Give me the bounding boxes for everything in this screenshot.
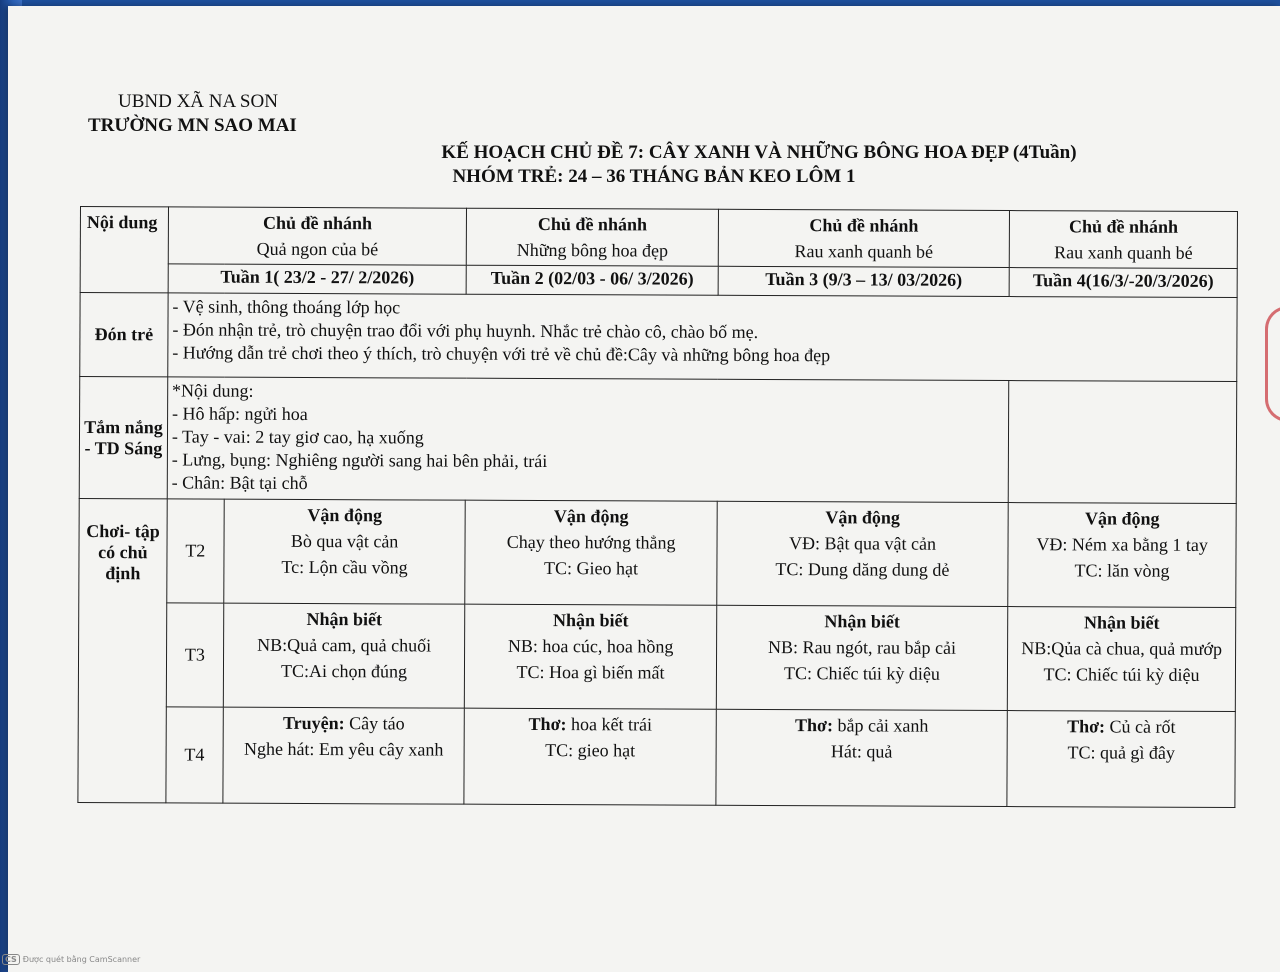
list-item: - Lưng, bụng: Nghiêng người sang hai bên phải, trái (171, 449, 548, 472)
plan-table (77, 206, 1238, 808)
header-org-block (88, 90, 297, 138)
activity-line: TC: Dung dăng dung dẻ (775, 559, 950, 580)
day-t4: T4 (166, 707, 223, 803)
activity-head: Nhận biết (1083, 612, 1160, 633)
activity-cell (224, 499, 466, 604)
activity-head: Vận động (1084, 508, 1160, 529)
activity-line: TC: gieo hạt (545, 740, 636, 761)
t2-row (79, 498, 1236, 607)
activity-line: Bò qua vật cản (290, 530, 399, 552)
activity-cell (717, 501, 1009, 606)
list-item: - Hô hấp: ngửi hoa (171, 403, 308, 424)
list-item: - Hướng dẫn trẻ chơi theo ý thích, trò chuyện với trẻ về chủ đề:Cây và những bông hoa đẹp (172, 342, 831, 366)
week-3: Tuần 3 (9/3 – 13/ 03/2026) (718, 266, 1010, 296)
tam-nang-label: Tắm nắng - TD Sáng (79, 377, 167, 499)
plan-title: KẾ HOẠCH CHỦ ĐỀ 7: CÂY XANH VÀ NHỮNG BÔNG HOA ĐẸP (4Tuần) (441, 142, 1077, 163)
tam-nang-content (167, 377, 1009, 503)
activity-head: Vận động (553, 506, 629, 527)
don-tre-content (168, 293, 1237, 382)
activity-line: TC:Ai chọn đúng (280, 660, 408, 682)
camscanner-text: Được quét bằng CamScanner (22, 955, 141, 964)
activity-head: Vận động (825, 507, 900, 528)
activity-cell (223, 603, 465, 708)
day-t3: T3 (166, 603, 223, 707)
list-item: - Tay - vai: 2 tay giơ cao, hạ xuống (171, 426, 424, 448)
don-tre-row (80, 293, 1237, 382)
activity-head: Nhận biết (552, 610, 629, 631)
theme-heading: Chủ đề nhánh (262, 212, 373, 234)
activity-line: NB: Rau ngót, rau bắp cải (768, 637, 957, 658)
t3-row (78, 602, 1235, 711)
activity-line: Cây táo (344, 713, 405, 734)
activity-line: Nghe hát: Em yêu cây xanh (243, 738, 444, 760)
t4-row (78, 706, 1235, 807)
theme-name: Rau xanh quanh bé (794, 241, 934, 262)
activity-head: Nhận biết (824, 611, 900, 632)
activity-line: VĐ: Bật qua vật cản (789, 533, 937, 554)
activity-head: Thơ: (1067, 716, 1106, 737)
activity-line: TC: Hoa gì biến mất (516, 661, 665, 683)
theme-name: Rau xanh quanh bé (1054, 242, 1193, 263)
tam-nang-empty (1008, 381, 1236, 504)
activity-line: NB: hoa cúc, hoa hồng (507, 635, 674, 657)
camscanner-logo: CS (2, 954, 20, 965)
activity-line: TC: quả gì đây (1067, 742, 1175, 763)
table-header-row (80, 207, 1237, 269)
activity-cell (1007, 607, 1235, 712)
red-stamp-edge (1265, 306, 1280, 422)
activity-line: Hát: quả (830, 741, 893, 762)
activity-head: Truyện: (282, 712, 345, 734)
activity-cell (1007, 711, 1235, 808)
activity-cell (465, 500, 717, 605)
list-item: - Đón nhận trẻ, trò chuyện trao đổi với phụ huynh. Nhắc trẻ chào cô, chào bố mẹ. (172, 319, 759, 342)
day-t2: T2 (167, 499, 224, 603)
activity-line: NB:Quả cam, quả chuối (257, 634, 432, 656)
activity-line: Củ cà rốt (1105, 716, 1176, 737)
camscanner-footer (2, 954, 140, 965)
activity-line: NB:Qủa cà chua, quả mướp (1021, 638, 1223, 659)
school-name: TRƯỜNG MN SAO MAI (88, 115, 297, 136)
theme-header-3 (718, 209, 1010, 267)
theme-header-4 (1009, 211, 1237, 269)
theme-header-1 (168, 207, 467, 265)
org-name: UBND XÃ NA SON (118, 91, 278, 112)
theme-heading: Chủ đề nhánh (537, 213, 648, 235)
choi-tap-label: Chơi- tập có chủ định (78, 498, 167, 802)
activity-head: Nhận biết (306, 608, 383, 630)
activity-head: Thơ: (528, 713, 567, 735)
activity-cell (1008, 503, 1236, 608)
activity-line: TC: Gieo hạt (543, 558, 639, 579)
activity-line: bắp cải xanh (832, 715, 929, 736)
activity-head: Thơ: (794, 715, 834, 736)
theme-name: Quả ngon của bé (256, 238, 379, 260)
activity-cell (223, 707, 465, 804)
activity-cell (716, 709, 1008, 806)
activity-line: TC: lăn vòng (1074, 560, 1170, 581)
list-item: - Vệ sinh, thông thoáng lớp học (172, 296, 401, 318)
week-1: Tuần 1( 23/2 - 27/ 2/2026) (168, 264, 467, 294)
theme-name: Những bông hoa đẹp (516, 239, 669, 261)
activity-line: Tc: Lộn cầu vồng (281, 556, 408, 578)
activity-cell (716, 605, 1008, 710)
activity-line: Chạy theo hướng thẳng (506, 531, 676, 553)
week-4: Tuần 4(16/3/-20/3/2026) (1009, 268, 1237, 298)
week-2: Tuần 2 (02/03 - 06/ 3/2026) (466, 265, 718, 295)
theme-heading: Chủ đề nhánh (1068, 216, 1179, 237)
don-tre-label: Đón trẻ (80, 293, 168, 377)
activity-head: Vận động (307, 504, 383, 526)
col-header-content: Nội dung (80, 207, 168, 293)
theme-heading: Chủ đề nhánh (809, 215, 919, 236)
activity-line: TC: Chiếc túi kỳ diệu (1043, 664, 1200, 685)
tam-nang-row (79, 377, 1237, 504)
activity-cell (464, 708, 716, 805)
plan-subtitle: NHÓM TRẺ: 24 – 36 THÁNG BẢN KEO LÔM 1 (452, 166, 856, 187)
document-page (8, 6, 1280, 972)
activity-line: VĐ: Ném xa bằng 1 tay (1036, 534, 1208, 555)
list-item: - Chân: Bật tại chỗ (171, 472, 308, 493)
list-item: *Nội dung: (172, 380, 254, 401)
activity-cell (465, 604, 717, 709)
theme-header-2 (467, 208, 719, 266)
activity-line: TC: Chiếc túi kỳ diệu (783, 663, 940, 684)
activity-line: hoa kết trái (566, 714, 653, 735)
